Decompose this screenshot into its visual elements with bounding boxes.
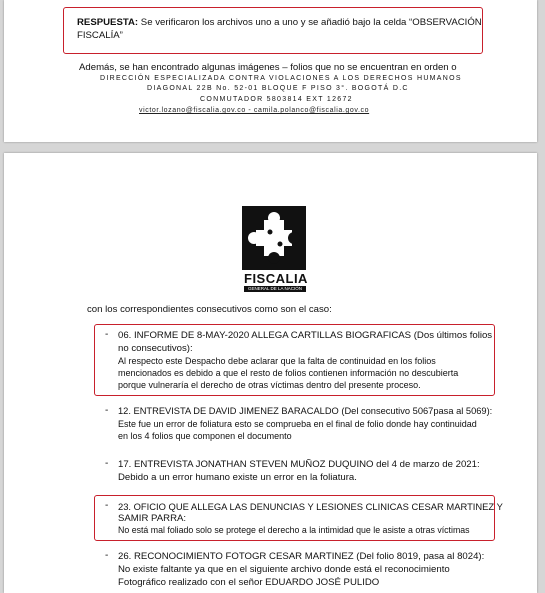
respuesta-line-2: FISCALÍA” bbox=[77, 30, 123, 41]
logo-subtitle: GENERAL DE LA NACIÓN bbox=[244, 286, 306, 292]
intro-text: con los correspondientes consecutivos como son el caso: bbox=[87, 304, 332, 315]
logo-name: FISCALIA bbox=[244, 271, 308, 286]
ademas-text: Además, se han encontrado algunas imágenes – folios que no se encuentran en orden o bbox=[79, 62, 457, 73]
document-page-2 bbox=[4, 153, 537, 593]
footer-emails[interactable]: victor.lozano@fiscalia.gov.co - camila.polanco@fiscalia.gov.co bbox=[139, 107, 370, 114]
item-26-title: 26. RECONOCIMIENTO FOTOGR CESAR MARTINEZ (Del folio 8019, pasa al 8024): bbox=[118, 551, 485, 562]
item-23-line-3: No está mal foliado solo se protege el derecho a la intimidad que le asiste a otras víctimas bbox=[118, 525, 470, 535]
item-06-line-2: no consecutivos): bbox=[118, 343, 193, 354]
list-bullet: - bbox=[105, 500, 109, 511]
list-bullet: - bbox=[105, 550, 109, 561]
item-06-line-5: porque vulneraría el derecho de otras víctimas dentro del presente proceso. bbox=[118, 380, 421, 390]
respuesta-label: RESPUESTA: bbox=[77, 17, 139, 28]
fiscalia-logo bbox=[242, 206, 306, 270]
list-bullet: - bbox=[105, 458, 109, 469]
item-12-line-3: en los 4 folios que componen el documento bbox=[118, 431, 292, 441]
footer-line-2: DIAGONAL 22B No. 52-01 BLOQUE F PISO 3°. BOGOTÁ D.C bbox=[147, 85, 409, 92]
item-12-title: 12. ENTREVISTA DE DAVID JIMENEZ BARACALDO (Del consecutivo 5067pasa al 5069): bbox=[118, 406, 493, 416]
item-23-line-2: SAMIR PARRA: bbox=[118, 513, 187, 524]
item-26-line-3: Fotográfico realizado con el señor EDUARDO JOSÉ PULIDO bbox=[118, 577, 380, 588]
puzzle-piece-icon bbox=[242, 206, 306, 270]
footer-line-3: CONMUTADOR 5803814 EXT 12672 bbox=[200, 96, 353, 103]
item-06-line-3: Al respecto este Despacho debe aclarar que la falta de continuidad en los folios bbox=[118, 356, 436, 366]
respuesta-line-1 bbox=[77, 16, 482, 29]
list-bullet: - bbox=[105, 405, 109, 416]
item-06-line-4: mencionados es debido a que el resto de folios contienen información no descubierta bbox=[118, 368, 459, 378]
footer-line-1: DIRECCIÓN ESPECIALIZADA CONTRA VIOLACIONES A LOS DERECHOS HUMANOS bbox=[100, 75, 462, 82]
item-17-line-2: Debido a un error humano existe un error en la foliatura. bbox=[118, 472, 357, 483]
respuesta-highlight-box bbox=[63, 7, 483, 54]
respuesta-text: Se verificaron los archivos uno a uno y se añadió bajo la celda “OBSERVACIÓN bbox=[138, 17, 482, 28]
item-23-title: 23. OFICIO QUE ALLEGA LAS DENUNCIAS Y LESIONES CLINICAS CESAR MARTINEZ Y bbox=[118, 501, 503, 512]
item-17-title: 17. ENTREVISTA JONATHAN STEVEN MUÑOZ DUQUINO del 4 de marzo de 2021: bbox=[118, 459, 480, 470]
item-26-line-2: No existe faltante ya que en el siguiente archivo donde está el reconocimiento bbox=[118, 564, 450, 575]
list-bullet: - bbox=[105, 329, 109, 340]
item-12-line-2: Este fue un error de foliatura esto se comprueba en el final de folio donde hay continuidad bbox=[118, 419, 477, 429]
item-06-title: 06. INFORME DE 8-MAY-2020 ALLEGA CARTILLAS BIOGRAFICAS (Dos últimos folios bbox=[118, 330, 493, 341]
document-page-1 bbox=[4, 0, 537, 142]
